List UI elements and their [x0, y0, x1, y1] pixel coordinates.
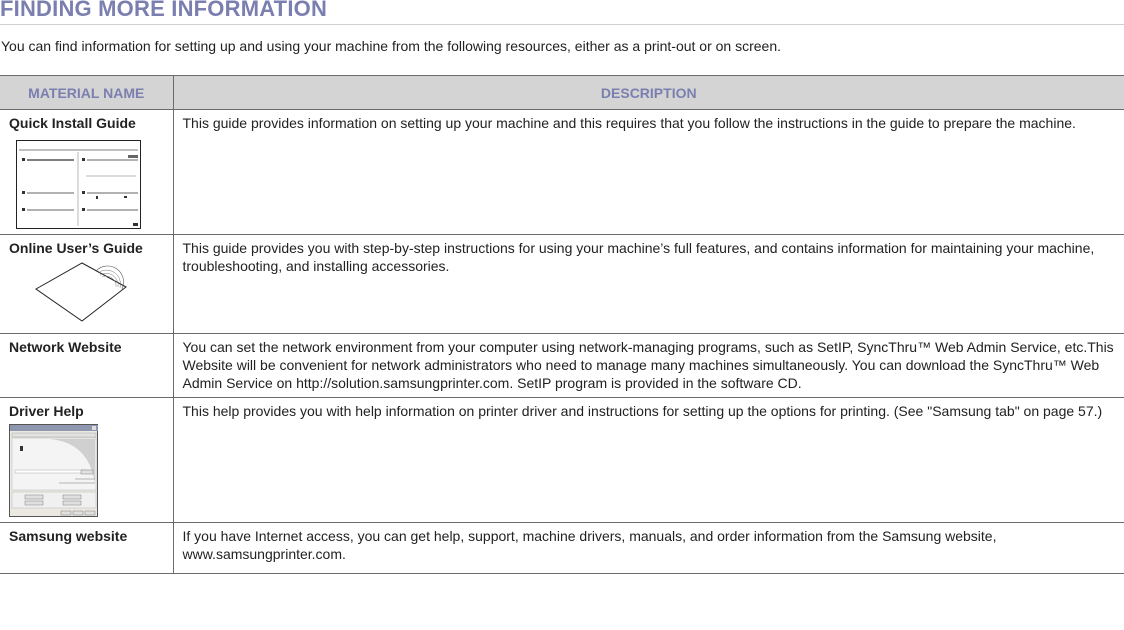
resources-table	[0, 75, 1124, 574]
material-name-cell	[0, 110, 173, 235]
table-row	[0, 398, 1124, 523]
printing-preferences-screenshot-thumbnail	[9, 424, 99, 518]
description-cell: This guide provides information on setting up your machine and this requires that you follow the instructions in the guide to prepare the machine.	[173, 110, 1124, 235]
description-cell: If you have Internet access, you can get help, support, machine drivers, manuals, and order information from the Samsung website, www.samsungprinter.com.	[173, 523, 1124, 574]
material-name-cell	[0, 334, 173, 398]
table-row	[0, 523, 1124, 574]
material-name-cell	[0, 523, 173, 574]
description-cell: This help provides you with help information on printer driver and instructions for setting up the options for printing. (See "Samsung tab" on page 57.)	[173, 398, 1124, 523]
intro-text: You can find information for setting up and using your machine from the following resources, either as a print-out or on screen.	[1, 38, 782, 54]
material-name-cell	[0, 398, 173, 523]
material-name: Online User’s Guide	[9, 240, 143, 256]
material-name: Network Website	[9, 339, 122, 355]
header-description: DESCRIPTION	[173, 76, 1124, 110]
table-row	[0, 110, 1124, 235]
cd-disc-icon	[34, 259, 130, 325]
table-row	[0, 235, 1124, 334]
header-material-name: MATERIAL NAME	[0, 76, 173, 110]
title-divider	[0, 24, 1124, 25]
table-header-row	[0, 76, 1124, 110]
quick-install-guide-thumbnail	[16, 140, 142, 232]
material-name-cell	[0, 235, 173, 334]
material-name: Samsung website	[9, 528, 128, 544]
description-cell: This guide provides you with step-by-step instructions for using your machine’s full features, and contains information for maintaining your machine, troubleshooting, and installing accessories.	[173, 235, 1124, 334]
description-cell: You can set the network environment from your computer using network-managing programs, such as SetIP, SyncThru™ Web Admin Service, etc.This Website will be convenient for network administrators who need to manage many machines simultaneously. You can download the SyncThru™ Web Admin Service on http://solution.samsungprinter.com. SetIP program is provided in the software CD.	[173, 334, 1124, 398]
material-name: Quick Install Guide	[9, 115, 136, 131]
material-name: Driver Help	[9, 403, 84, 419]
table-row	[0, 334, 1124, 398]
page-title: FINDING MORE INFORMATION	[0, 0, 328, 21]
